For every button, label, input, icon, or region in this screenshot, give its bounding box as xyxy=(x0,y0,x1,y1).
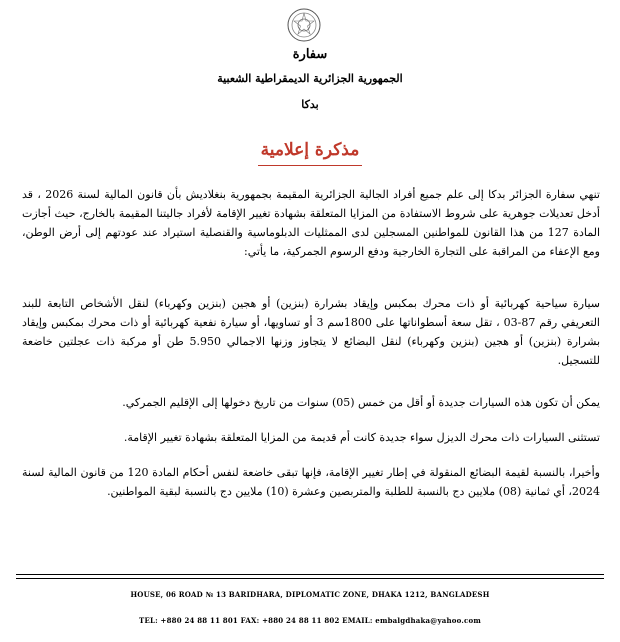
paragraph-diesel-exclusion: تستثنى السيارات ذات محرك الديزل سواء جديدة كانت أم قديمة من المزايا المتعلقة بشهادة تغيير الإقامة. xyxy=(123,431,600,444)
paragraph-age-limit: يمكن أن تكون هذه السيارات جديدة أو أقل من خمس (05) سنوات من تاريخ دخولها إلى الإقليم الجمركي. xyxy=(122,396,600,409)
header-city: بدكا xyxy=(301,98,319,111)
paragraph-intro: تنهي سفارة الجزائر بدكا إلى علم جميع أفراد الجالية الجزائرية المقيمة بجمهورية بنغلاديش بأن قانون المالية لسنة 2026 ، قد أدخل تعديلات جوهرية على شروط الاستفادة من المزايا المتعلقة بشهادة تغيير الإقامة لأفراد جاليتنا المقيمة بالخارج، حيث أجازت المادة 127 من هذا القانون للمواطنين المسجلين لدى الممثليات الدبلوماسية والقنصلية استيراد عند عودتهم إلى أرض الوطن، ومع الإعفاء من المراقبة على التجارة الخارجية ودفع الرسوم الجمركية، ما يأتي: xyxy=(22,188,600,258)
footer-contact: TEL: +880 24 88 11 801 FAX: +880 24 88 11 802 EMAIL: embalgdhaka@yahoo.com xyxy=(139,616,481,625)
header-embassy: سفارة xyxy=(292,47,328,62)
footer-address: HOUSE, 06 ROAD № 13 BARIDHARA, DIPLOMATIC ZONE, DHAKA 1212, BANGLADESH xyxy=(130,590,490,599)
title-underline xyxy=(258,165,362,166)
page-title: مذكرة إعلامية xyxy=(260,140,360,160)
footer-divider xyxy=(16,578,604,579)
header-republic: الجمهورية الجزائرية الديمقراطية الشعبية xyxy=(217,72,403,85)
paragraph-vehicles: سيارة سياحية كهربائية أو ذات محرك بمكبس وإيقاد بشرارة (بنزين) أو هجين (بنزين وكهرباء) لنقل الأشخاص التابعة للبند التعريفي رقم 87-03 ، تقل سعة أسطواناتها على 1800سم 3 أو تساويها، أو سيارة نفعية كهربائية أو ذات محرك بمكبس وإيقاد بشرارة (بنزين) أو هجين (بنزين وكهرباء) لنقل البضائع لا يتجاوز وزنها الاجمالي 5.950 طن أو مركبة ذات عجلتين خاضعة للتسجيل. xyxy=(22,297,600,367)
footer-divider xyxy=(16,574,604,575)
embassy-seal-icon xyxy=(287,8,321,42)
paragraph-goods-value: وأخيرا، بالنسبة لقيمة البضائع المنقولة في إطار تغيير الإقامة، فإنها تبقى خاضعة لنفس أحكام المادة 120 من قانون المالية لسنة 2024، أي ثمانية (08) ملايين دج بالنسبة للطلبة والمتربصين وعشرة (10) ملايين دج بالنسبة لبقية المواطنين. xyxy=(22,466,600,498)
